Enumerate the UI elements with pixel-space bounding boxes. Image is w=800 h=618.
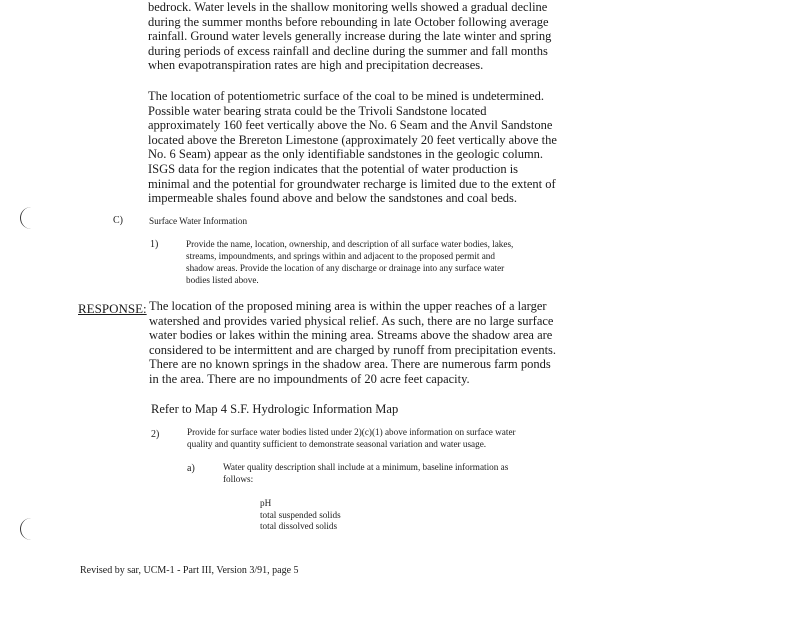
scan-artifact-lower xyxy=(20,518,43,540)
item-1-text xyxy=(186,238,513,286)
item-2-text xyxy=(187,426,516,450)
section-c-title: Surface Water Information xyxy=(149,216,248,226)
item-line: Provide for surface water bodies listed under 2)(c)(1) above information on surface water xyxy=(187,427,516,437)
paragraph-line: ISGS data for the region indicates that the potential of water production is xyxy=(148,161,519,176)
item-line: Water quality description shall include at a minimum, baseline information as xyxy=(223,462,509,472)
response-text xyxy=(149,299,556,387)
item-line: follows: xyxy=(223,474,254,484)
item-2a-text xyxy=(223,461,508,485)
item-2a-label: a) xyxy=(187,463,195,474)
paragraph-potentiometric-surface xyxy=(148,89,557,206)
paragraph-line: during periods of excess rainfall and decline during the summer and fall months xyxy=(148,43,548,58)
parameter-item: total suspended solids xyxy=(260,509,341,520)
parameter-item: total dissolved solids xyxy=(260,521,338,531)
paragraph-line: when evapotranspiration rates are high and precipitation decreases. xyxy=(148,58,484,73)
map-reference: Refer to Map 4 S.F. Hydrologic Information Map xyxy=(151,402,399,416)
response-line: water bodies or lakes within the mining area. Streams above the shadow area are xyxy=(149,328,553,343)
paragraph-line: impermeable shales found above and below the sandstones and coal beds. xyxy=(148,191,517,206)
parameter-item: pH xyxy=(260,498,272,508)
paragraph-line: located above the Brereton Limestone (approximately 20 feet vertically above the xyxy=(148,132,557,147)
item-line: shadow areas. Provide the location of any discharge or drainage into any surface water xyxy=(186,263,505,273)
paragraph-line: The location of potentiometric surface of the coal to be mined is undetermined. xyxy=(148,89,545,103)
item-line: bodies listed above. xyxy=(186,275,259,285)
response-line: in the area. There are no impoundments of 20 acre feet capacity. xyxy=(149,371,470,386)
paragraph-line: bedrock. Water levels in the shallow monitoring wells showed a gradual decline xyxy=(148,0,548,14)
item-1-number: 1) xyxy=(150,239,159,250)
item-line: quality and quantity sufficient to demonstrate seasonal variation and water usage. xyxy=(187,439,487,449)
response-line: There are no known springs in the shadow area. There are numerous farm ponds xyxy=(149,357,551,372)
paragraph-line: Possible water bearing strata could be the Trivoli Sandstone located xyxy=(148,103,487,118)
parameter-list xyxy=(260,498,341,533)
response-line: watershed and provides varied physical relief. As such, there are no large surface xyxy=(149,313,554,328)
response-line: The location of the proposed mining area is within the upper reaches of a larger xyxy=(149,299,547,313)
paragraph-line: No. 6 Seam) appear as the only identifiable sandstones in the geologic column. xyxy=(148,147,544,162)
scan-artifact-upper xyxy=(20,207,43,229)
section-c-label: C) xyxy=(113,215,123,226)
paragraph-groundwater-levels xyxy=(148,0,551,73)
response-line: considered to be intermittent and are charged by runoff from precipitation events. xyxy=(149,342,557,357)
page-footer: Revised by sar, UCM-1 - Part III, Version 3/91, page 5 xyxy=(80,565,299,576)
paragraph-line: approximately 160 feet vertically above the No. 6 Seam and the Anvil Sandstone xyxy=(148,118,553,133)
response-label: RESPONSE: xyxy=(78,301,147,316)
paragraph-line: minimal and the potential for groundwater recharge is limited due to the extent of xyxy=(148,176,556,191)
paragraph-line: rainfall. Ground water levels generally increase during the late winter and spring xyxy=(148,29,552,44)
paragraph-line: during the summer months before rebounding in late October following average xyxy=(148,14,549,29)
item-line: Provide the name, location, ownership, and description of all surface water bodies, lakes, xyxy=(186,239,514,249)
item-line: streams, impoundments, and springs within and adjacent to the proposed permit and xyxy=(186,251,495,261)
item-2-number: 2) xyxy=(151,429,160,440)
